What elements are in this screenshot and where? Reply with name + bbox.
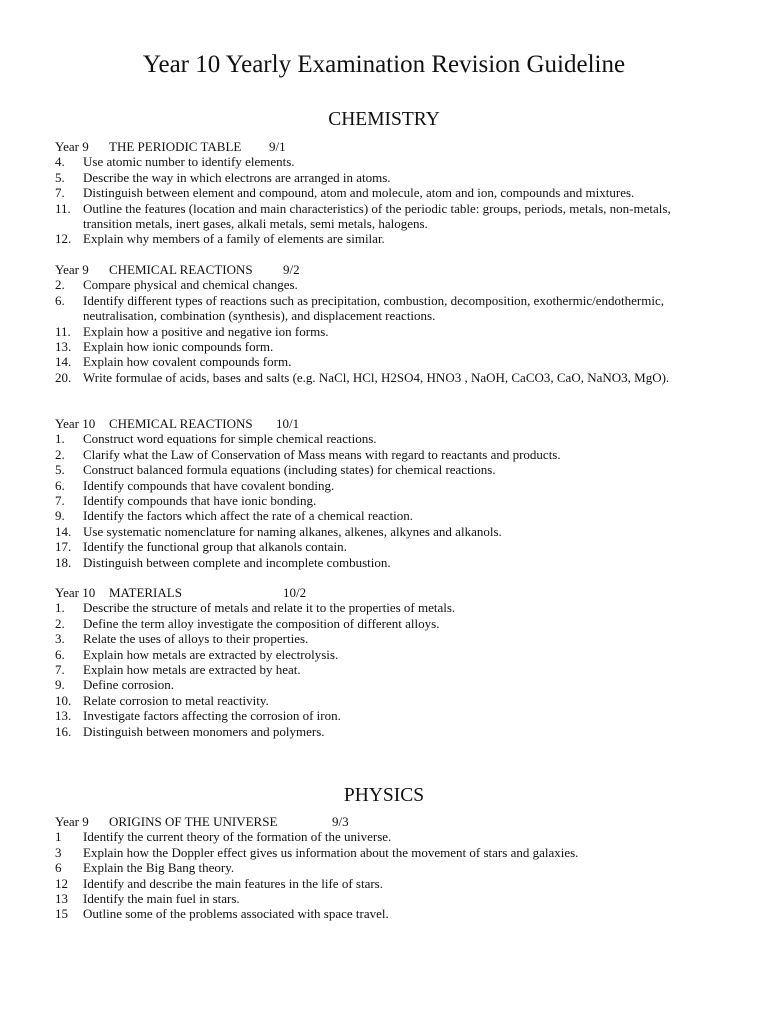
list-item	[55, 555, 705, 570]
item-number: 10.	[55, 692, 72, 708]
item-number: 14.	[55, 523, 72, 539]
item-number: 7.	[55, 493, 65, 509]
section-year: Year 9	[55, 814, 89, 829]
section-title: ORIGINS OF THE UNIVERSE	[109, 814, 278, 829]
list-item	[55, 324, 705, 339]
list-item	[55, 724, 705, 739]
section-header	[55, 416, 705, 431]
item-text: Distinguish between element and compound, atom and molecule, atom and ion, compounds and mixtures.	[83, 185, 635, 201]
section-periodic-table	[55, 139, 705, 247]
item-text: Identify the factors which affect the rate of a chemical reaction.	[83, 508, 414, 524]
item-number: 6.	[55, 477, 65, 493]
item-number: 1.	[55, 600, 65, 616]
item-text: Investigate factors affecting the corrosion of iron.	[83, 708, 341, 724]
list-item	[55, 201, 705, 232]
item-number: 3.	[55, 631, 65, 647]
item-number: 6	[55, 860, 62, 876]
subject-heading-physics: PHYSICS	[343, 785, 425, 806]
list-item	[55, 170, 705, 185]
item-text: Distinguish between monomers and polymers.	[83, 723, 325, 739]
list-item	[55, 354, 705, 369]
section-title: THE PERIODIC TABLE	[109, 139, 242, 154]
item-text: Identify different types of reactions such as precipitation, combustion, decomposition, exothermic/endothermic, neutralisation, combination (synthesis), and displacement reactions.	[83, 292, 664, 324]
item-number: 16.	[55, 723, 72, 739]
item-number: 9.	[55, 677, 65, 693]
item-text: Explain how covalent compounds form.	[83, 354, 292, 370]
list-item	[55, 339, 705, 354]
item-text: Describe the structure of metals and relate it to the properties of metals.	[83, 600, 456, 616]
list-item	[55, 154, 705, 169]
list-item	[55, 231, 705, 246]
item-number: 3	[55, 844, 62, 860]
list-item	[55, 662, 705, 677]
list-item	[55, 277, 705, 292]
section-header	[55, 814, 705, 829]
item-text: Identify the current theory of the formation of the universe.	[83, 829, 392, 845]
item-text: Explain why members of a family of elements are similar.	[83, 231, 385, 247]
outcome-list	[55, 154, 705, 246]
item-number: 5.	[55, 169, 65, 185]
item-text: Explain how the Doppler effect gives us information about the movement of stars and galaxies.	[83, 844, 579, 860]
list-item	[55, 493, 705, 508]
item-text: Identify the main fuel in stars.	[83, 891, 240, 907]
item-number: 2.	[55, 446, 65, 462]
list-item	[55, 524, 705, 539]
section-year: Year 10	[55, 416, 96, 431]
section-year: Year 9	[55, 139, 89, 154]
item-text: Define corrosion.	[83, 677, 174, 693]
item-text: Use atomic number to identify elements.	[83, 154, 295, 170]
section-title: CHEMICAL REACTIONS	[109, 262, 253, 277]
item-number: 6.	[55, 646, 65, 662]
list-item	[55, 647, 705, 662]
section-title: MATERIALS	[109, 585, 182, 600]
list-item	[55, 616, 705, 631]
section-code: 10/1	[276, 416, 300, 431]
item-number: 11.	[55, 200, 71, 216]
item-text: Explain the Big Bang theory.	[83, 860, 235, 876]
item-text: Identify compounds that have ionic bonding.	[83, 493, 317, 509]
item-number: 15	[55, 906, 68, 922]
item-number: 4.	[55, 154, 65, 170]
outcome-list	[55, 600, 705, 739]
item-text: Clarify what the Law of Conservation of Mass means with regard to reactants and products.	[83, 446, 561, 462]
list-item	[55, 539, 705, 554]
subject-heading-chemistry: CHEMISTRY	[328, 109, 440, 130]
item-text: Identify and describe the main features in the life of stars.	[83, 875, 383, 891]
item-text: Explain how a positive and negative ion forms.	[83, 323, 329, 339]
section-header	[55, 139, 705, 154]
item-number: 6.	[55, 292, 65, 308]
outcome-list	[55, 277, 705, 385]
item-text: Explain how metals are extracted by heat.	[83, 662, 301, 678]
item-text: Compare physical and chemical changes.	[83, 277, 298, 293]
item-number: 13.	[55, 339, 72, 355]
item-text: Identify compounds that have covalent bonding.	[83, 477, 335, 493]
item-number: 14.	[55, 354, 72, 370]
item-text: Relate corrosion to metal reactivity.	[83, 692, 269, 708]
item-number: 1	[55, 829, 62, 845]
item-text: Write formulae of acids, bases and salts (e.g. NaCl, HCl, H2SO4, HNO3 , NaOH, CaCO3, CaO, NaNO3, MgO).	[83, 369, 670, 385]
item-number: 11.	[55, 323, 71, 339]
section-chemical-reactions-10	[55, 416, 705, 570]
item-text: Distinguish between complete and incomplete combustion.	[83, 554, 391, 570]
section-materials	[55, 585, 705, 739]
item-number: 5.	[55, 462, 65, 478]
item-text: Explain how ionic compounds form.	[83, 339, 274, 355]
list-item	[55, 370, 705, 385]
list-item	[55, 293, 705, 324]
list-item	[55, 906, 705, 921]
item-number: 2.	[55, 277, 65, 293]
item-number: 17.	[55, 539, 72, 555]
item-number: 13.	[55, 708, 72, 724]
list-item	[55, 478, 705, 493]
item-number: 20.	[55, 369, 72, 385]
item-number: 7.	[55, 185, 65, 201]
section-origins-of-the-universe	[55, 814, 705, 922]
outcome-list	[55, 829, 705, 921]
list-item	[55, 876, 705, 891]
list-item	[55, 185, 705, 200]
section-header	[55, 585, 705, 600]
item-number: 13	[55, 891, 68, 907]
list-item	[55, 860, 705, 875]
item-text: Construct balanced formula equations (including states) for chemical reactions.	[83, 462, 496, 478]
section-code: 9/3	[332, 814, 349, 829]
section-code: 10/2	[283, 585, 307, 600]
list-item	[55, 693, 705, 708]
item-text: Use systematic nomenclature for naming alkanes, alkenes, alkynes and alkanols.	[83, 523, 502, 539]
section-header	[55, 262, 705, 277]
section-year: Year 10	[55, 585, 96, 600]
item-text: Identify the functional group that alkanols contain.	[83, 539, 347, 555]
list-item	[55, 508, 705, 523]
list-item	[55, 431, 705, 446]
page-title: Year 10 Yearly Examination Revision Guideline	[142, 51, 626, 78]
item-number: 2.	[55, 615, 65, 631]
list-item	[55, 845, 705, 860]
item-text: Construct word equations for simple chemical reactions.	[83, 431, 377, 447]
list-item	[55, 600, 705, 615]
list-item	[55, 447, 705, 462]
item-number: 1.	[55, 431, 65, 447]
list-item	[55, 631, 705, 646]
outcome-list	[55, 431, 705, 570]
item-number: 12.	[55, 231, 72, 247]
item-text: Outline the features (location and main characteristics) of the periodic table: groups, periods, metals, non-metals, transition metals, inert gases, alkali metals, semi metals, halogens.	[83, 200, 671, 232]
section-title: CHEMICAL REACTIONS	[109, 416, 253, 431]
list-item	[55, 708, 705, 723]
item-number: 9.	[55, 508, 65, 524]
item-text: Describe the way in which electrons are arranged in atoms.	[83, 169, 391, 185]
list-item	[55, 677, 705, 692]
section-code: 9/2	[283, 262, 300, 277]
list-item	[55, 891, 705, 906]
item-number: 18.	[55, 554, 72, 570]
item-text: Outline some of the problems associated with space travel.	[83, 906, 389, 922]
list-item	[55, 829, 705, 844]
item-text: Define the term alloy investigate the composition of different alloys.	[83, 615, 440, 631]
section-code: 9/1	[269, 139, 286, 154]
item-number: 12	[55, 875, 68, 891]
item-number: 7.	[55, 662, 65, 678]
item-text: Relate the uses of alloys to their properties.	[83, 631, 309, 647]
list-item	[55, 462, 705, 477]
section-year: Year 9	[55, 262, 89, 277]
item-text: Explain how metals are extracted by electrolysis.	[83, 646, 339, 662]
section-chemical-reactions-9	[55, 262, 705, 385]
